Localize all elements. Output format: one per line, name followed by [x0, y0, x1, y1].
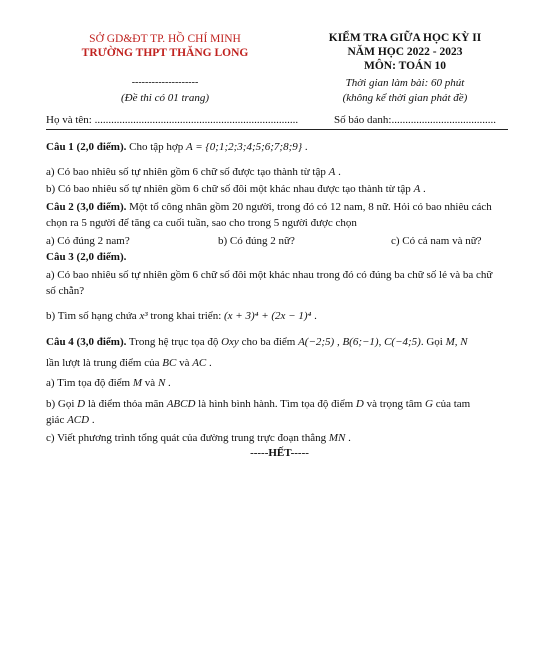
binomial-expression: (x + 3)⁴ + (2x − 1)⁴: [224, 310, 312, 322]
question-4c-text: c) Viết phương trình tổng quát của đường trung trực đoạn thẳng: [46, 432, 329, 444]
question-2b: b) Có đúng 2 nữ?: [218, 235, 295, 247]
question-1-title: Câu 1 (2,0 điểm).: [46, 141, 127, 153]
school-year: NĂM HỌC 2022 - 2023: [347, 46, 463, 58]
question-4-and: và: [176, 357, 193, 369]
term-x3: x³: [139, 310, 148, 322]
question-4-text-1: Trong hệ trục tọa độ: [126, 336, 222, 348]
points-mn: M, N: [445, 336, 468, 348]
centroid-g: G: [424, 398, 433, 410]
point-m: M: [132, 377, 143, 389]
question-4b-line2-text: giác: [46, 414, 68, 426]
points-abc: A(−2;5) , B(6;−1), C(−4;5): [298, 336, 421, 348]
segment-mn: MN: [328, 432, 346, 444]
question-4-line2: [46, 357, 212, 369]
question-1-text: Cho tập hợp: [126, 141, 186, 153]
oxy-system: Oxy: [221, 336, 239, 348]
end-of-exam-mark: -----HẾT-----: [250, 447, 309, 459]
question-4a: [46, 377, 171, 389]
question-4: [46, 336, 468, 348]
question-4c-end: .: [345, 432, 351, 444]
question-2a: a) Có đúng 2 nam?: [46, 235, 130, 247]
question-3b: [46, 310, 317, 322]
question-4a-and: và: [142, 377, 158, 389]
department-name: SỞ GD&ĐT TP. HỒ CHÍ MINH: [89, 33, 241, 45]
question-4c: [46, 432, 351, 444]
question-3b-text: b) Tìm số hạng chứa: [46, 310, 140, 322]
point-d: D: [77, 398, 86, 410]
question-4a-text: a) Tìm tọa độ điểm: [46, 377, 133, 389]
segment-ac: AC: [192, 357, 207, 369]
question-3a-line2: số chẵn?: [46, 285, 85, 297]
question-4b-line2: [46, 414, 95, 426]
question-1b: [46, 183, 426, 195]
subject: MÔN: TOÁN 10: [364, 60, 446, 72]
question-1a-text: a) Có bao nhiêu số tự nhiên gồm 6 chữ số được tạo thành từ tập: [46, 166, 329, 178]
header-left: [40, 32, 290, 112]
question-4-line2-text: lần lượt là trung điểm của: [46, 357, 163, 369]
exam-header: [0, 32, 559, 112]
question-3a-line1: a) Có bao nhiêu số tự nhiên gồm 6 chữ số đôi một khác nhau trong đó có đúng ba chữ số lẻ và ba chữ: [46, 269, 493, 281]
question-3b-text-2: trong khai triển:: [147, 310, 224, 322]
header-rule: [46, 129, 508, 130]
question-3-title: Câu 3 (2,0 điểm).: [46, 251, 127, 263]
question-2-text-1: Một tổ công nhân gồm 20 người, trong đó có 12 nam, 8 nữ. Hỏi có bao nhiêu cách: [126, 201, 492, 213]
header-dash: --------------------: [131, 77, 199, 88]
question-2: [46, 201, 492, 213]
question-2-title: Câu 2 (3,0 điểm).: [46, 201, 127, 213]
question-4-title: Câu 4 (3,0 điểm).: [46, 336, 127, 348]
set-a-definition: A = {0;1;2;3;4;5;6;7;8;9}: [185, 141, 303, 153]
question-4b-text-4: và trọng tâm: [363, 398, 425, 410]
header-right: [290, 32, 520, 112]
question-1b-var: A: [413, 183, 421, 195]
question-4b-text-3: là hình bình hành. Tìm tọa độ điểm: [195, 398, 356, 410]
duration: Thời gian làm bài: 60 phút: [345, 77, 465, 89]
page-count-note: (Đề thi có 01 trang): [121, 92, 209, 104]
school-name: TRƯỜNG THPT THĂNG LONG: [81, 47, 249, 59]
question-4b-text-2: là điểm thỏa mãn: [85, 398, 167, 410]
point-n: N: [157, 377, 166, 389]
question-4b: [46, 398, 470, 410]
question-1a-end: .: [335, 166, 341, 178]
question-4-end: .: [206, 357, 212, 369]
question-1a-var: A: [328, 166, 336, 178]
question-4-text-3: . Gọi: [420, 336, 446, 348]
question-1b-text: b) Có bao nhiêu số tự nhiên gồm 6 chữ số đôi một khác nhau được tạo thành từ tập: [46, 183, 414, 195]
question-1-dot: .: [302, 141, 308, 153]
question-3b-end: .: [311, 310, 317, 322]
student-id-field: Số báo danh:......................................: [334, 114, 496, 126]
question-4a-end: .: [165, 377, 171, 389]
question-2c: c) Có cả nam và nữ?: [391, 235, 482, 247]
parallelogram-abcd: ABCD: [166, 398, 196, 410]
question-4b-end: .: [89, 414, 95, 426]
triangle-acd: ACD: [67, 414, 90, 426]
point-d-2: D: [355, 398, 364, 410]
question-4b-text-1: b) Gọi: [46, 398, 78, 410]
student-name-field: Họ và tên: ..........................................................................: [46, 114, 299, 126]
segment-bc: BC: [162, 357, 177, 369]
question-1: [46, 141, 308, 153]
question-4b-text-5: của tam: [432, 398, 471, 410]
question-1a: [46, 166, 341, 178]
question-1b-end: .: [420, 183, 426, 195]
exam-title: KIỂM TRA GIỮA HỌC KỲ II: [328, 32, 482, 44]
question-4-text-2: cho ba điểm: [238, 336, 299, 348]
duration-note: (không kể thời gian phát đề): [342, 92, 468, 104]
question-2-line2: chọn ra 5 người để tăng ca cuối tuần, sao cho trong 5 người được chọn: [46, 217, 357, 229]
